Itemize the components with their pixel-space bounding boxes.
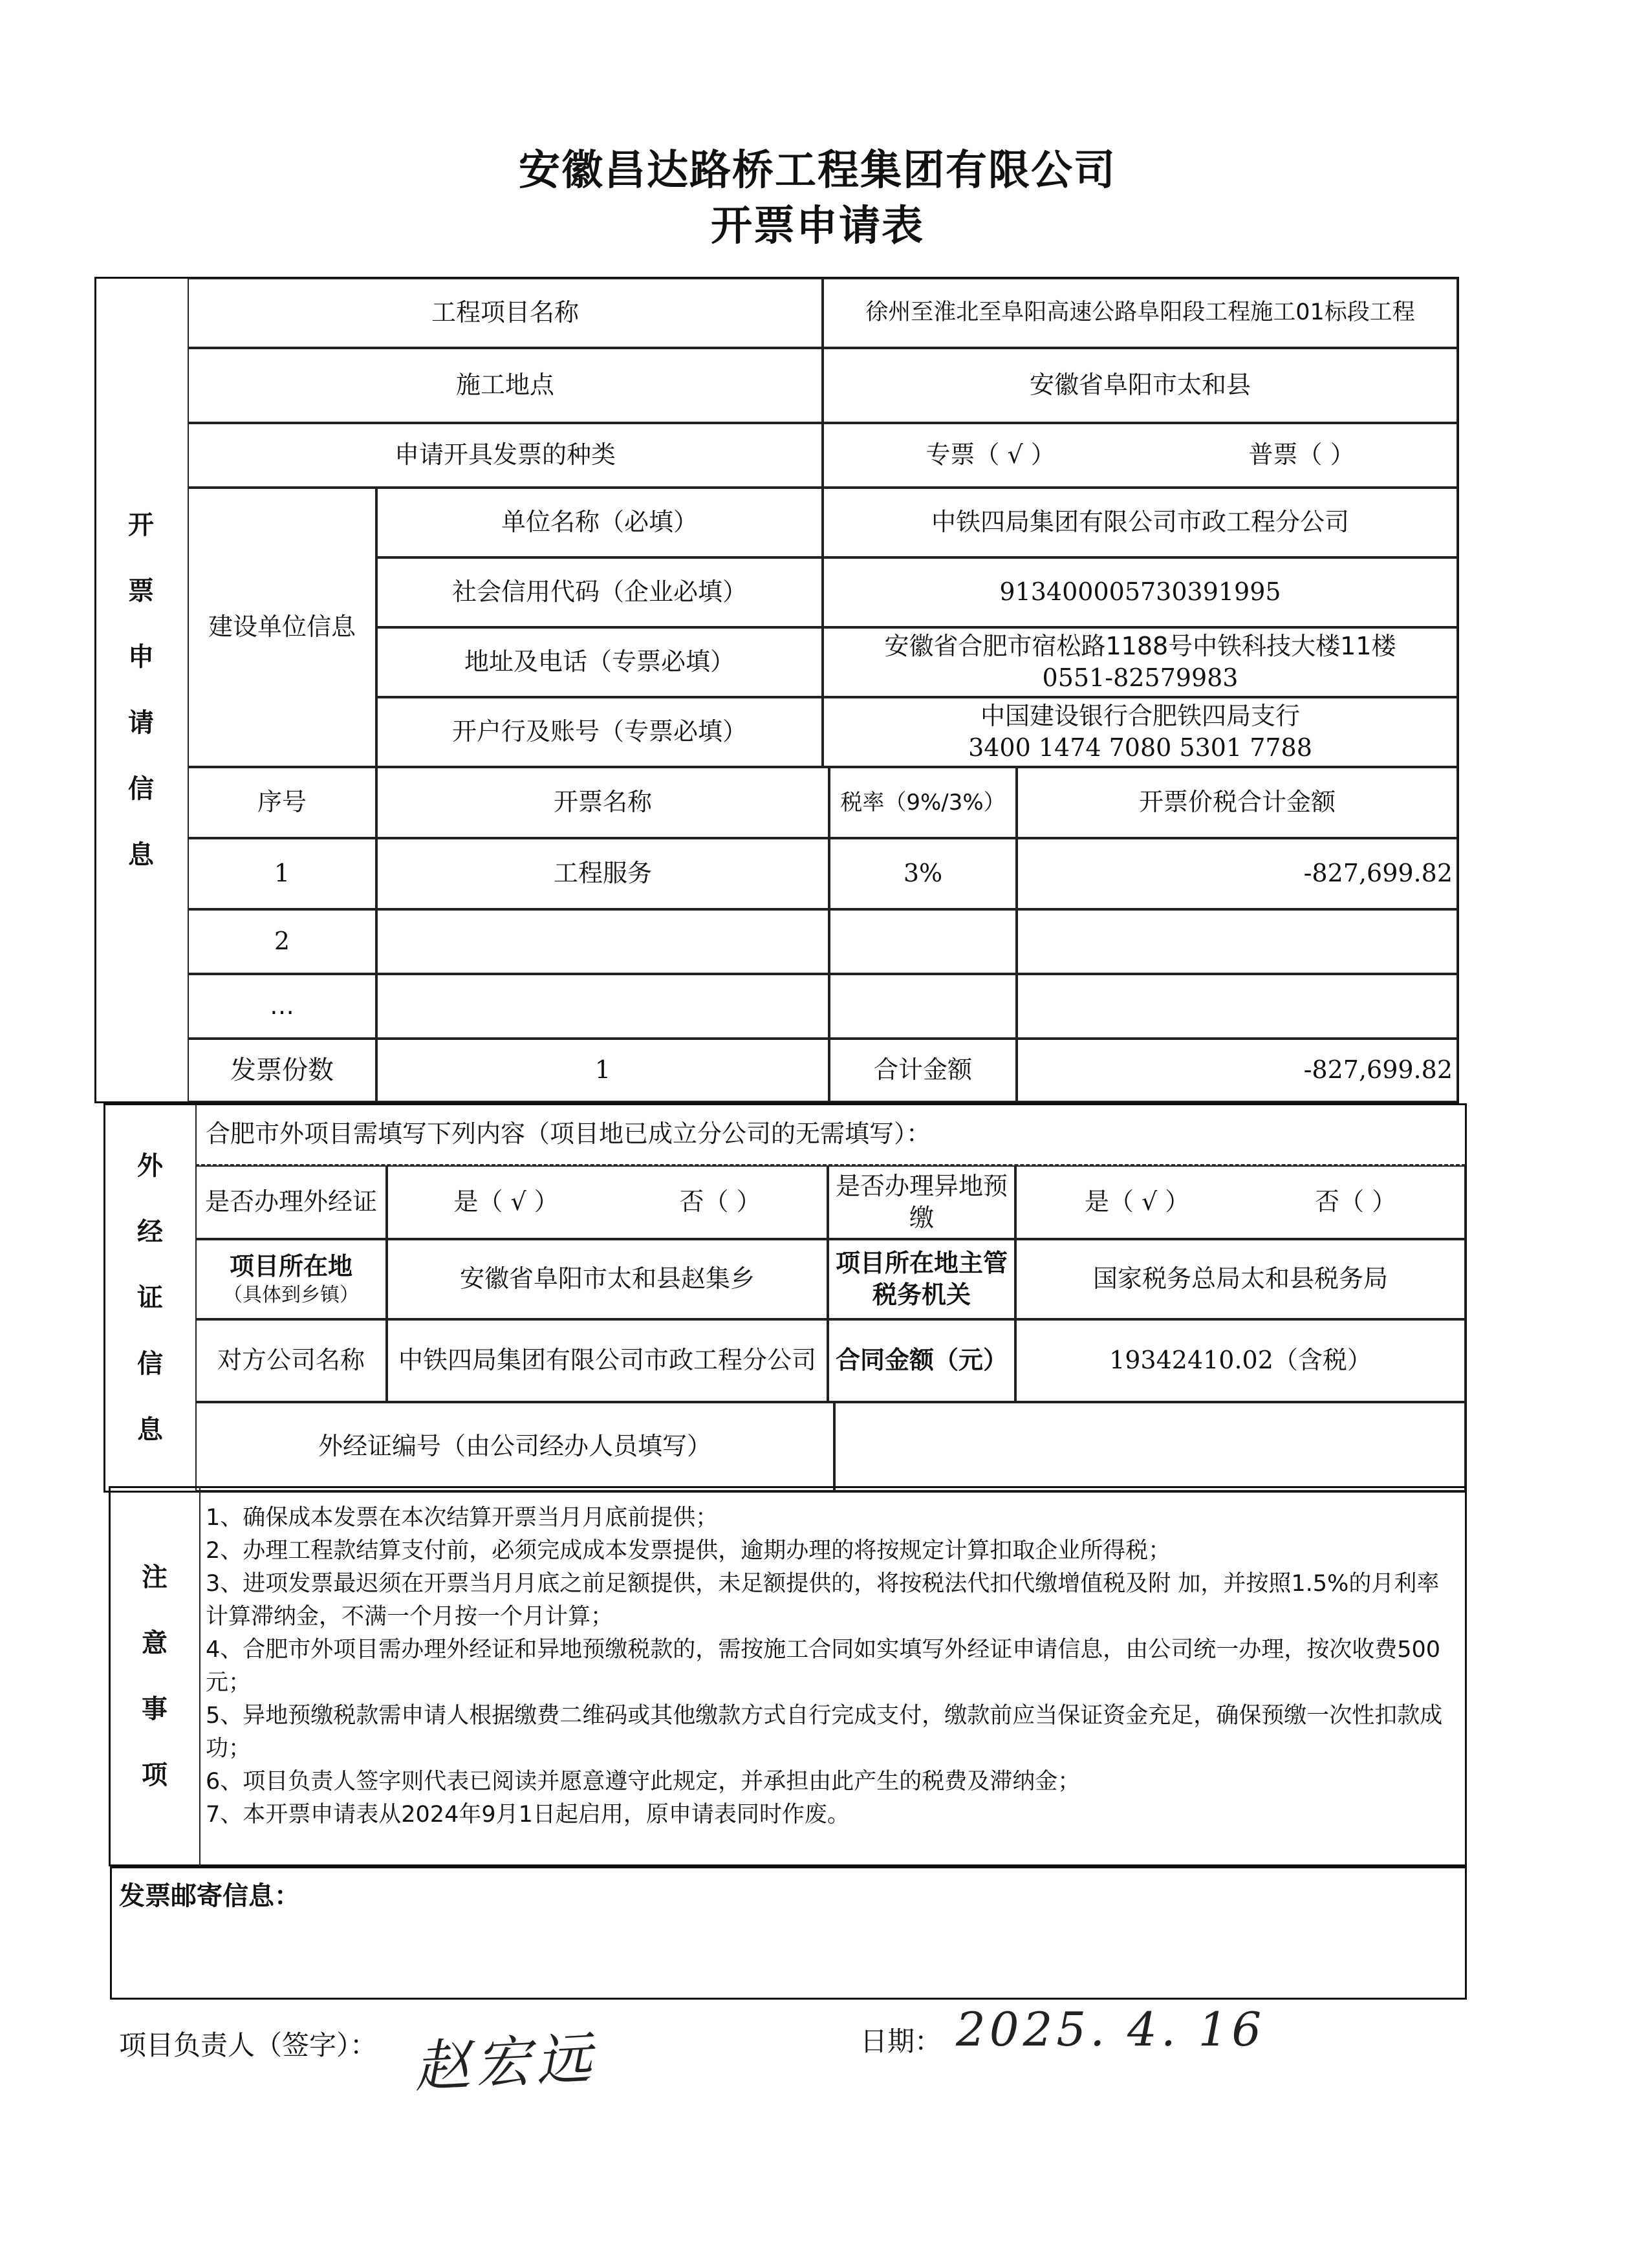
col-header-seq: 序号 (188, 767, 376, 838)
location-value: 安徽省阜阳市太和县赵集乡 (387, 1239, 828, 1319)
note-item: 6、项目负责人签字则代表已阅读并愿意遵守此规定，并承担由此产生的税费及滞纳金； (206, 1769, 1081, 1795)
site-value: 安徽省阜阳市太和县 (823, 348, 1458, 423)
copies-label: 发票份数 (188, 1039, 376, 1102)
company-title: 安徽昌达路桥工程集团有限公司 (519, 147, 1116, 195)
invoice-type-value (823, 423, 1458, 488)
counterparty-value: 中铁四局集团有限公司市政工程分公司 (387, 1319, 828, 1402)
project-name-value: 徐州至淮北至阜阳高速公路阜阳段工程施工01标段工程 (823, 278, 1458, 348)
total-value: -827,699.82 (1017, 1039, 1458, 1102)
row-3-rate (829, 974, 1017, 1039)
credit-code-label: 社会信用代码（企业必填） (376, 557, 823, 627)
special-invoice-option: 专票（ √ ） (926, 440, 1056, 470)
contract-amount-value: 19342410.02（含税） (1015, 1319, 1466, 1402)
col-header-amount: 开票价税合计金额 (1017, 767, 1458, 838)
location-label-sub: （具体到乡镇） (223, 1284, 359, 1307)
unit-name-label: 单位名称（必填） (376, 488, 823, 557)
permit-options (387, 1165, 828, 1239)
row-3-amount (1017, 974, 1458, 1039)
permit-instruction: 合肥市外项目需填写下列内容（项目地已成立分公司的无需填写）： (195, 1105, 1466, 1164)
permit-label: 是否办理外经证 (195, 1165, 387, 1239)
note-item: 1、确保成本发票在本次结算开票当月月底前提供； (206, 1505, 719, 1531)
site-label: 施工地点 (188, 348, 823, 423)
date-label: 日期： (860, 2025, 942, 2057)
permit-section-side-label: 外 经 证 信 息 (137, 1151, 163, 1445)
builder-info-label: 建设单位信息 (188, 488, 376, 767)
row-1-seq: 1 (188, 838, 376, 909)
bank-value (823, 697, 1458, 767)
prepay-options (1015, 1165, 1466, 1239)
row-3-name (376, 974, 829, 1039)
invoice-type-label: 申请开具发票的种类 (188, 423, 823, 488)
permit-number-value (834, 1402, 1466, 1491)
handwritten-date: 2025. 4. 16 (956, 2002, 1266, 2057)
prepay-yes-option: 是（ √ ） (1084, 1187, 1190, 1216)
phone-text: 0551-82579983 (1042, 664, 1239, 692)
note-item: 7、本开票申请表从2024年9月1日起启用，原申请表同时作废。 (206, 1802, 850, 1828)
handwritten-signature: 赵宏远 (412, 2025, 598, 2101)
invoice-section-side-label: 开 票 申 请 信 息 (128, 510, 154, 870)
row-1-amount: -827,699.82 (1017, 838, 1458, 909)
mailing-section (110, 1866, 1467, 2000)
tax-authority-label: 项目所在地主管税务机关 (828, 1239, 1015, 1319)
tax-authority-value: 国家税务总局太和县税务局 (1015, 1239, 1466, 1319)
location-label (195, 1239, 387, 1319)
prepay-label: 是否办理异地预缴 (828, 1165, 1015, 1239)
location-label-main: 项目所在地 (229, 1251, 352, 1280)
row-3-seq: … (188, 974, 376, 1039)
project-name-label: 工程项目名称 (188, 278, 823, 348)
credit-code-value: 913400005730391995 (823, 557, 1458, 627)
permit-number-label: 外经证编号（由公司经办人员填写） (195, 1402, 834, 1491)
normal-invoice-option: 普票（ ） (1248, 440, 1355, 470)
address-text: 安徽省合肥市宿松路1188号中铁科技大楼11楼 (884, 631, 1396, 660)
contract-amount-label: 合同金额（元） (828, 1319, 1015, 1402)
total-label: 合计金额 (829, 1039, 1017, 1102)
mailing-label: 发票邮寄信息： (119, 1881, 300, 1911)
form-title: 开票申请表 (711, 202, 924, 250)
note-item: 4、合肥市外项目需办理外经证和异地预缴税款的，需按施工合同如实填写外经证申请信息，由公司统一办理，按次收费500元； (206, 1637, 1441, 1696)
col-header-name: 开票名称 (376, 767, 829, 838)
row-2-rate (829, 909, 1017, 974)
address-value (823, 627, 1458, 697)
permit-no-option: 否（ ） (679, 1187, 761, 1216)
row-2-seq: 2 (188, 909, 376, 974)
note-item: 2、办理工程款结算支付前，必须完成成本发票提供，逾期办理的将按规定计算扣取企业所得税； (206, 1538, 1171, 1564)
row-2-name (376, 909, 829, 974)
row-2-amount (1017, 909, 1458, 974)
bank-name: 中国建设银行合肥铁四局支行 (980, 701, 1300, 730)
notes-list (206, 1502, 1454, 1831)
notes-section-side-label: 注 意 事 项 (110, 1486, 200, 1866)
row-1-name: 工程服务 (376, 838, 829, 909)
col-header-rate: 税率（9%/3%） (829, 767, 1017, 838)
row-1-rate: 3% (829, 838, 1017, 909)
counterparty-label: 对方公司名称 (195, 1319, 387, 1402)
note-item: 5、异地预缴税款需申请人根据缴费二维码或其他缴款方式自行完成支付，缴款前应当保证资金充足，确保预缴一次性扣款成功； (206, 1703, 1443, 1762)
permit-yes-option: 是（ √ ） (453, 1187, 559, 1216)
unit-name-value: 中铁四局集团有限公司市政工程分公司 (823, 488, 1458, 557)
address-label: 地址及电话（专票必填） (376, 627, 823, 697)
prepay-no-option: 否（ ） (1315, 1187, 1397, 1216)
signature-label: 项目负责人（签字）： (119, 2029, 378, 2061)
bank-account: 3400 1474 7080 5301 7788 (968, 733, 1312, 762)
copies-value: 1 (376, 1039, 829, 1102)
bank-label: 开户行及账号（专票必填） (376, 697, 823, 767)
note-item: 3、进项发票最迟须在开票当月月底之前足额提供，未足额提供的，将按税法代扣代缴增值税及附 加，并按照1.5%的月利率计算滞纳金，不满一个月按一个月计算； (206, 1571, 1440, 1630)
